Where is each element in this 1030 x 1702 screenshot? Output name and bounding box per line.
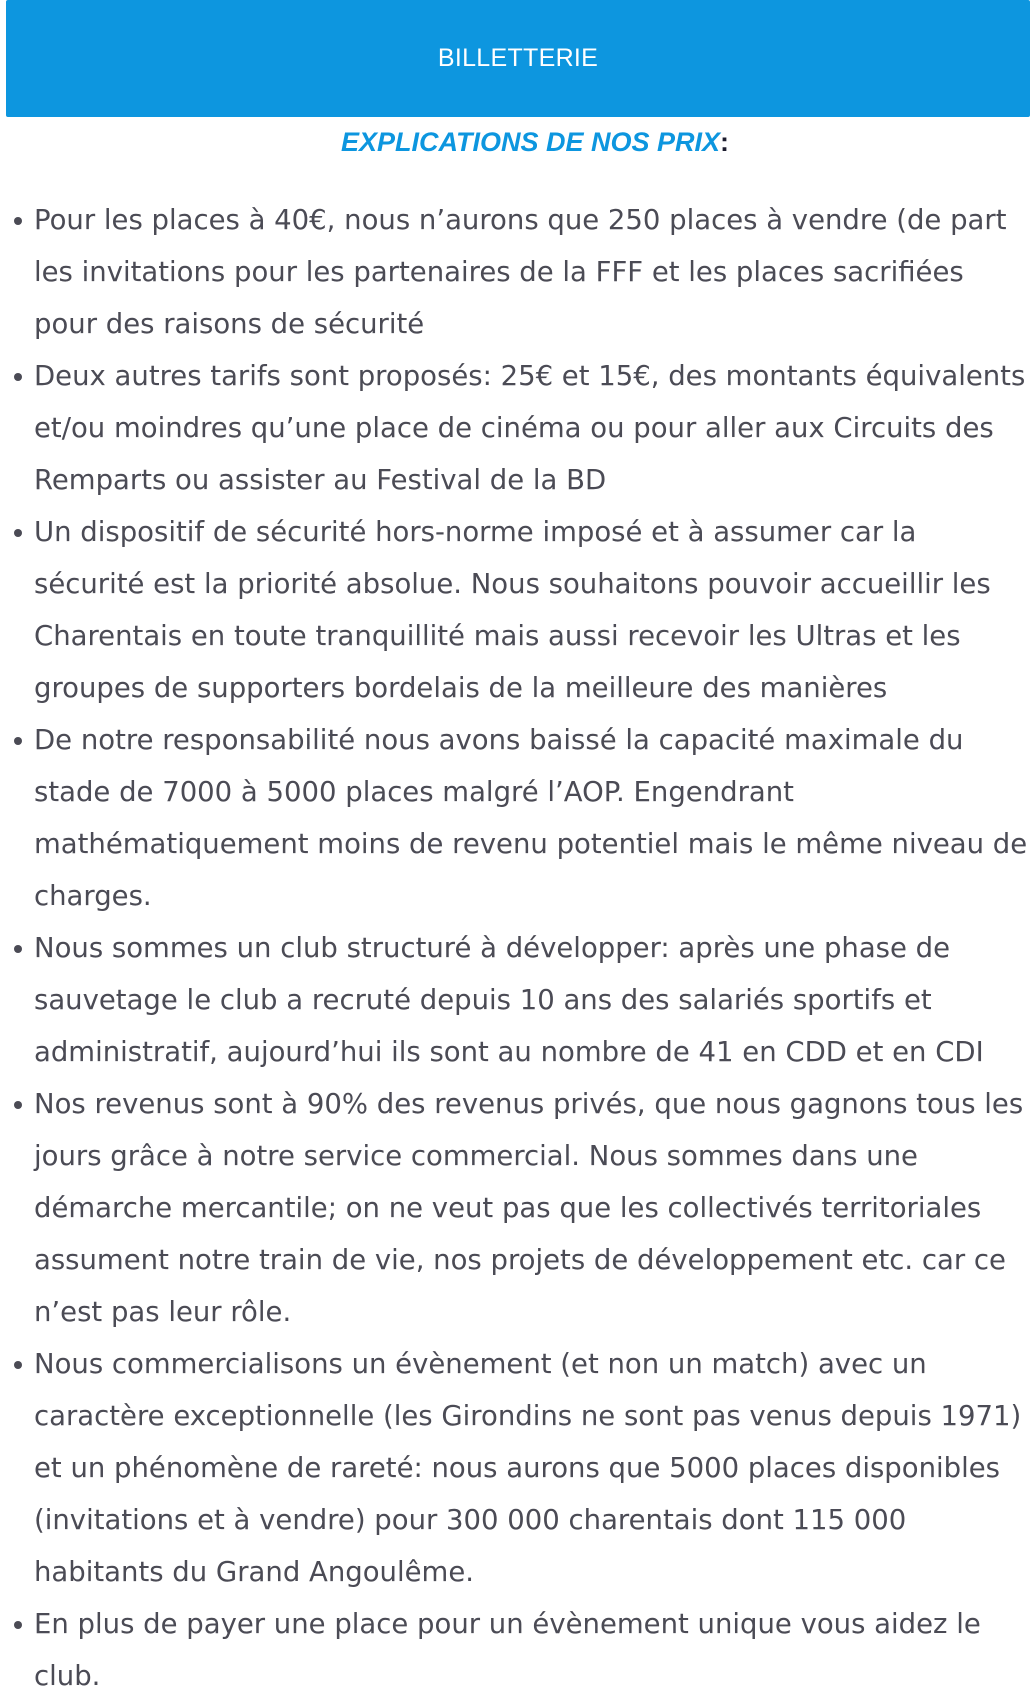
billetterie-button[interactable] xyxy=(6,0,1030,117)
price-explanation-list xyxy=(0,194,1030,1702)
list-item: Pour les places à 40€, nous n’aurons que 250 places à vendre (de part les invitations pour les partenaires de la FFF et les places sacrifiées pour des raisons de sécurité xyxy=(34,194,1030,350)
list-item: De notre responsabilité nous avons baissé la capacité maximale du stade de 7000 à 5000 places malgré l’AOP. Engendrant mathématiquement moins de revenu potentiel mais le même niveau de charges. xyxy=(34,714,1030,922)
list-item: Deux autres tarifs sont proposés: 25€ et 15€, des montants équivalents et/ou moindres qu’une place de cinéma ou pour aller aux Circuits des Remparts ou assister au Festival de la BD xyxy=(34,350,1030,506)
section-title-colon: : xyxy=(720,127,730,157)
list-item: En plus de payer une place pour un évènement unique vous aidez le club. xyxy=(34,1598,1030,1702)
list-item: Nous sommes un club structuré à développer: après une phase de sauvetage le club a recruté depuis 10 ans des salariés sportifs et administratif, aujourd’hui ils sont au nombre de 41 en CDD et en CDI xyxy=(34,922,1030,1078)
list-item: Nous commercialisons un évènement (et non un match) avec un caractère exceptionnelle (les Girondins ne sont pas venus depuis 1971) et un phénomène de rareté: nous aurons que 5000 places disponibles (invitations et à vendre) pour 300 000 charentais dont 115 000 habitants du Grand Angoulême. xyxy=(34,1338,1030,1598)
list-item: Nos revenus sont à 90% des revenus privés, que nous gagnons tous les jours grâce à notre service commercial. Nous sommes dans une démarche mercantile; on ne veut pas que les collectivés territoriales assument notre train de vie, nos projets de développement etc. car ce n’est pas leur rôle. xyxy=(34,1078,1030,1338)
list-item: Un dispositif de sécurité hors-norme imposé et à assumer car la sécurité est la priorité absolue. Nous souhaitons pouvoir accueillir les Charentais en toute tranquillité mais aussi recevoir les Ultras et les groupes de supporters bordelais de la meilleure des manières xyxy=(34,506,1030,714)
section-title-text: EXPLICATIONS DE NOS PRIX xyxy=(340,127,721,157)
billetterie-button-label: BILLETTERIE xyxy=(437,44,599,72)
section-title xyxy=(0,122,1030,162)
